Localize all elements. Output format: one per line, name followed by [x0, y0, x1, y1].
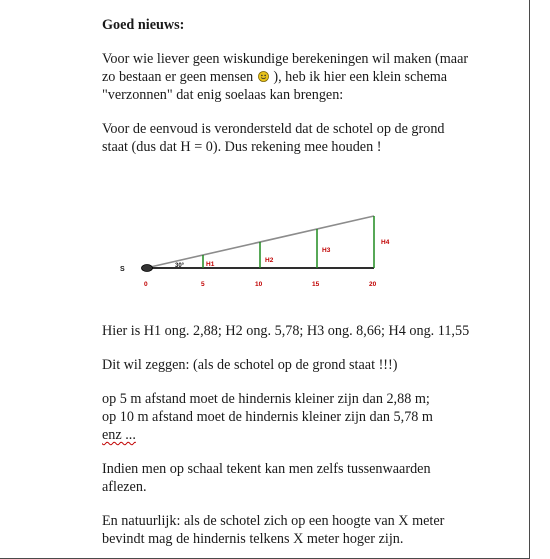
height-label-h1: H1	[206, 261, 215, 268]
origin-label: S	[120, 266, 125, 273]
tick-label-15: 15	[312, 281, 320, 288]
smiley-icon	[258, 71, 269, 82]
note-line-2: staat (dus dat H = 0). Dus rekening mee houden !	[102, 139, 382, 155]
height-label-h4: H4	[381, 239, 390, 246]
intro-line-3: "verzonnen" dat enig soelaas kan brengen:	[102, 87, 344, 103]
angle-label: 30°	[175, 263, 185, 269]
intro-line-2-start: zo bestaan er geen mensen	[102, 69, 254, 85]
tick-label-20: 20	[369, 281, 377, 288]
closing-line-1: En natuurlijk: als de schotel zich op een hoogte van X meter	[102, 513, 445, 529]
height-label-h3: H3	[322, 247, 331, 254]
tick-label-0: 0	[144, 281, 148, 288]
height-label-h2: H2	[265, 257, 274, 264]
heading: Goed nieuws:	[102, 17, 185, 33]
tick-label-10: 10	[255, 281, 263, 288]
scale-line-1: Indien men op schaal tekent kan men zelfs tussenwaarden	[102, 461, 431, 477]
example-line-1: op 5 m afstand moet de hindernis kleiner zijn dan 2,88 m;	[102, 391, 430, 407]
meaning-line: Dit wil zeggen: (als de schotel op de grond staat !!!)	[102, 357, 398, 373]
example-line-3	[102, 426, 136, 444]
dish-icon	[142, 265, 153, 272]
intro-line-2	[102, 68, 447, 86]
angle-diagram	[110, 205, 390, 295]
tick-label-5: 5	[201, 281, 205, 288]
closing-line-2: bevindt mag de hindernis telkens X meter hoger zijn.	[102, 531, 404, 547]
intro-line-1: Voor wie liever geen wiskundige berekeningen wil maken (maar	[102, 51, 469, 67]
example-line-3-text: enz ...	[102, 427, 136, 443]
note-line-1: Voor de eenvoud is verondersteld dat de schotel op de grond	[102, 121, 445, 137]
example-line-2: op 10 m afstand moet de hindernis kleiner zijn dan 5,78 m	[102, 409, 433, 425]
intro-line-2-end: ), heb ik hier een klein schema	[273, 69, 448, 85]
scale-line-2: aflezen.	[102, 479, 147, 495]
results-line: Hier is H1 ong. 2,88; H2 ong. 5,78; H3 ong. 8,66; H4 ong. 11,55	[102, 323, 470, 339]
